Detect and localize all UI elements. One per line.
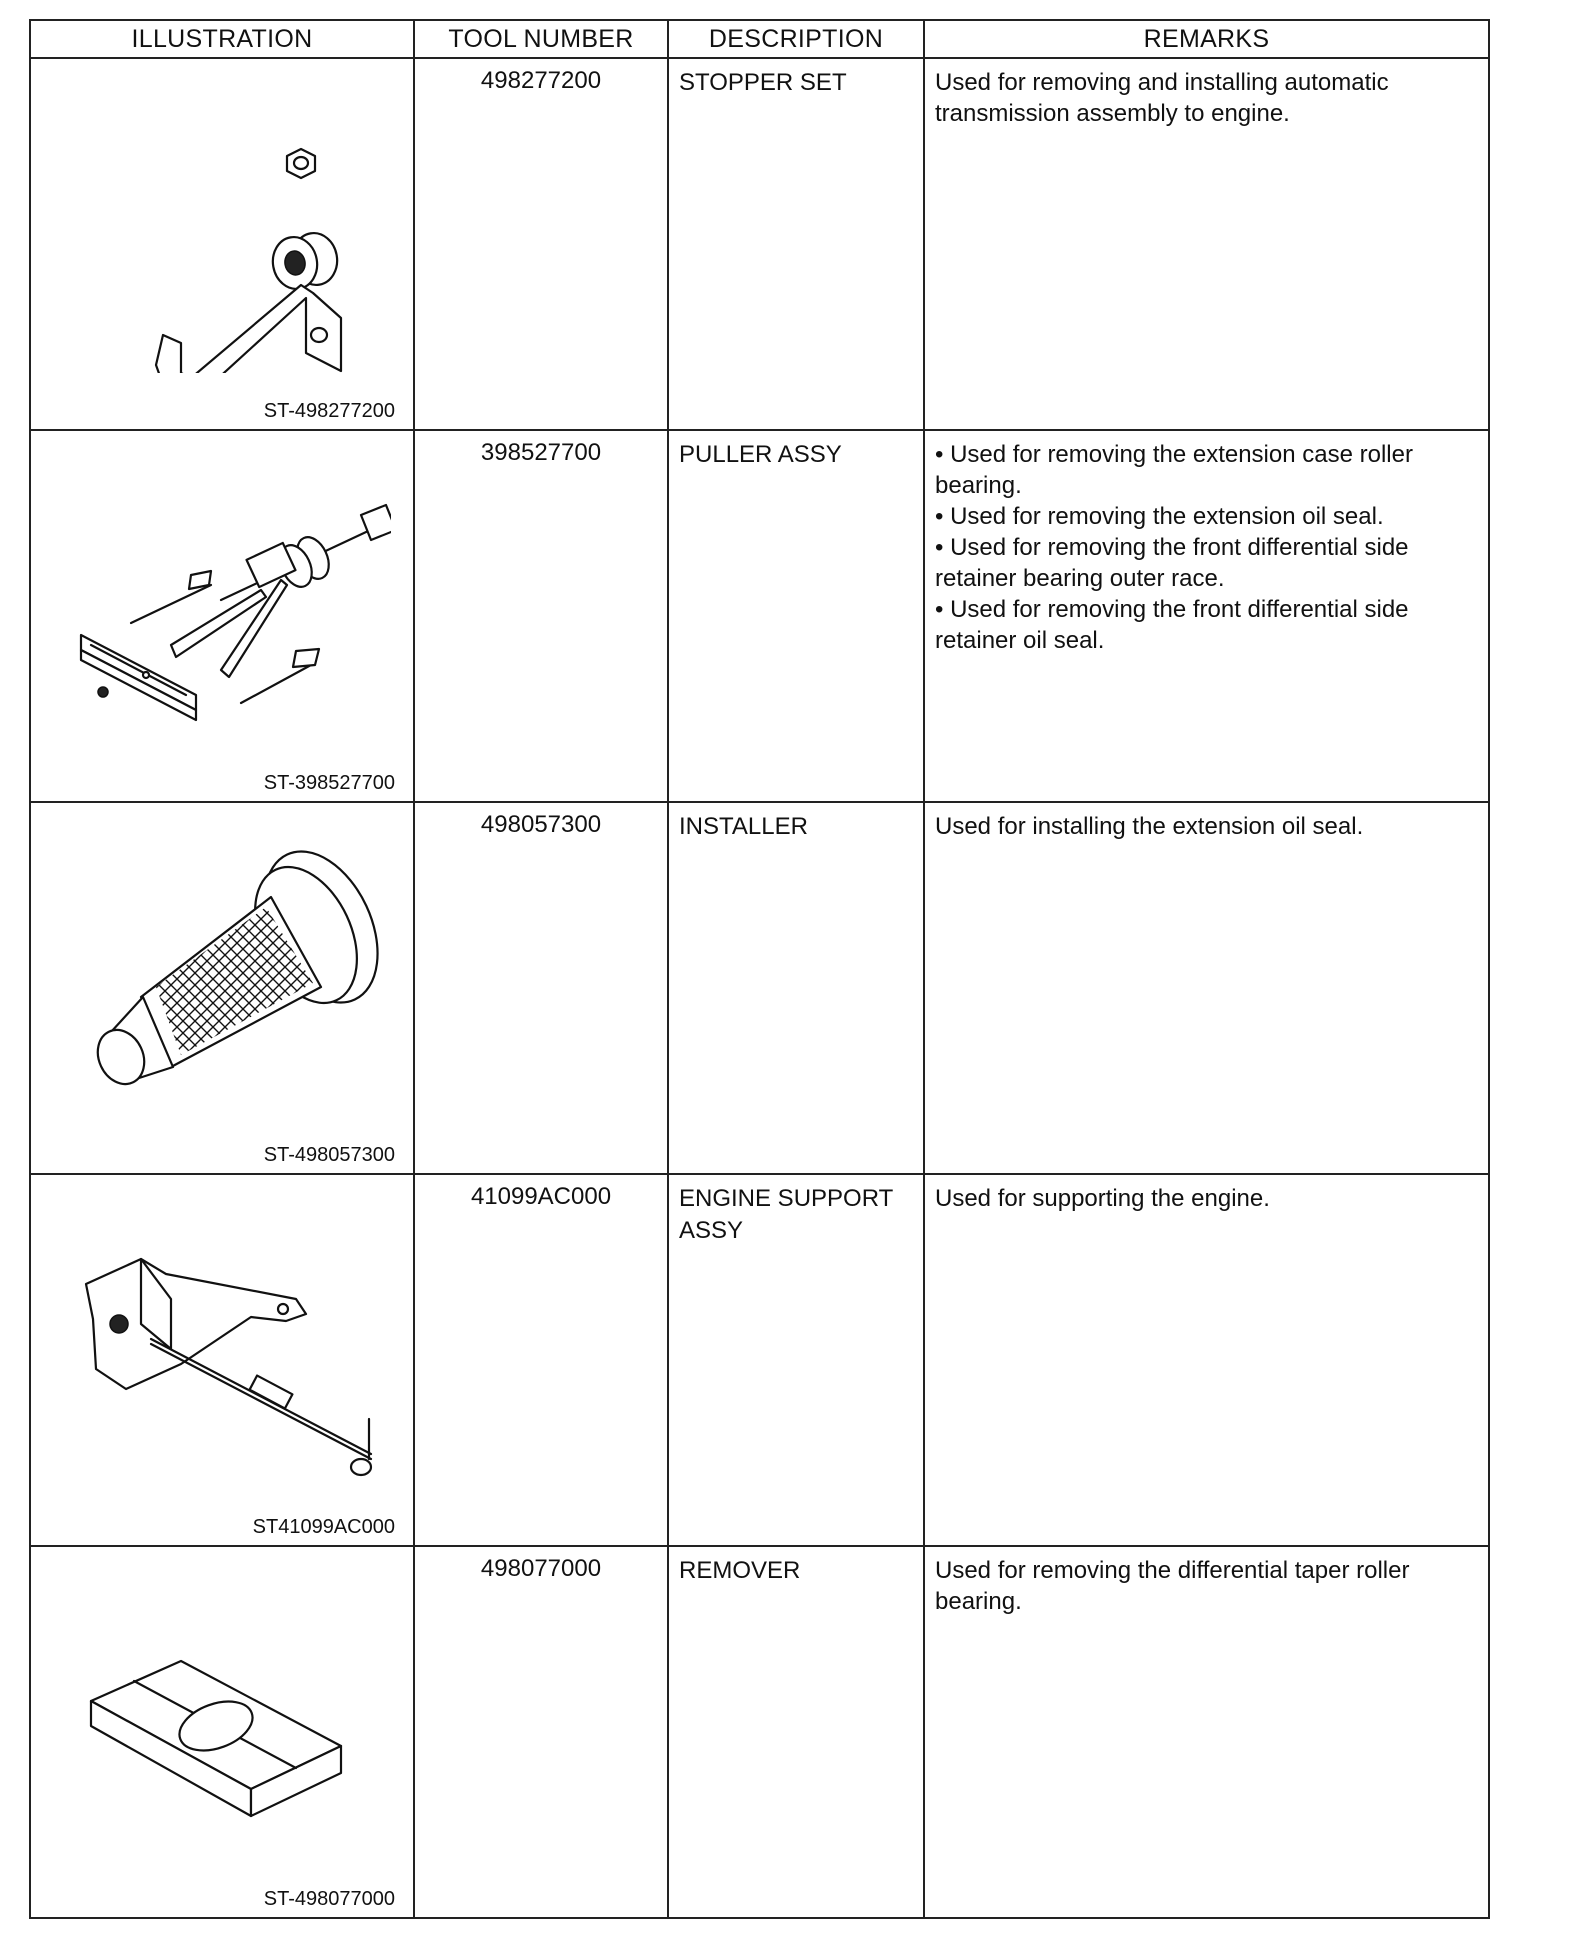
description: STOPPER SET	[668, 58, 924, 430]
illustration-cell	[30, 1546, 414, 1918]
description: INSTALLER	[668, 802, 924, 1174]
stopper-set-illustration	[51, 73, 391, 373]
description: ENGINE SUPPORT ASSY	[668, 1174, 924, 1546]
illustration-cell	[30, 430, 414, 802]
remarks-item: • Used for removing the front differential side retainer oil seal.	[935, 596, 1409, 654]
remarks-item: • Used for removing the extension case roller bearing.	[935, 441, 1413, 499]
illustration-code: ST-498057300	[263, 1144, 395, 1166]
illustration-code: ST-398527700	[263, 772, 395, 794]
illustration-code: ST41099AC000	[252, 1516, 395, 1538]
description: PULLER ASSY	[668, 430, 924, 802]
puller-assy-illustration	[51, 445, 391, 745]
illustration-cell	[30, 802, 414, 1174]
installer-illustration	[51, 817, 391, 1117]
remarks-item: • Used for removing the extension oil seal.	[935, 503, 1384, 530]
special-tools-table	[29, 19, 1490, 1919]
remarks: Used for installing the extension oil seal.	[924, 802, 1489, 1174]
table-row	[30, 1546, 1489, 1918]
tool-number: 498277200	[414, 58, 668, 430]
illustration-code: ST-498277200	[263, 400, 395, 422]
remover-illustration	[51, 1561, 391, 1861]
header-illustration: ILLUSTRATION	[30, 20, 414, 58]
tool-number: 498057300	[414, 802, 668, 1174]
header-remarks: REMARKS	[924, 20, 1489, 58]
header-tool-number: TOOL NUMBER	[414, 20, 668, 58]
table-row	[30, 430, 1489, 802]
header-description: DESCRIPTION	[668, 20, 924, 58]
illustration-cell	[30, 1174, 414, 1546]
remarks	[924, 430, 1489, 802]
illustration-code: ST-498077000	[263, 1888, 395, 1910]
table-row	[30, 802, 1489, 1174]
table-row	[30, 58, 1489, 430]
header-row	[30, 20, 1489, 58]
remarks: Used for removing the differential taper roller bearing.	[924, 1546, 1489, 1918]
description: REMOVER	[668, 1546, 924, 1918]
tool-number: 41099AC000	[414, 1174, 668, 1546]
engine-support-illustration	[51, 1189, 391, 1489]
remarks: Used for removing and installing automatic transmission assembly to engine.	[924, 58, 1489, 430]
table-row	[30, 1174, 1489, 1546]
tool-number: 498077000	[414, 1546, 668, 1918]
remarks-item: • Used for removing the front differential side retainer bearing outer race.	[935, 534, 1409, 592]
illustration-cell	[30, 58, 414, 430]
tool-number: 398527700	[414, 430, 668, 802]
remarks: Used for supporting the engine.	[924, 1174, 1489, 1546]
